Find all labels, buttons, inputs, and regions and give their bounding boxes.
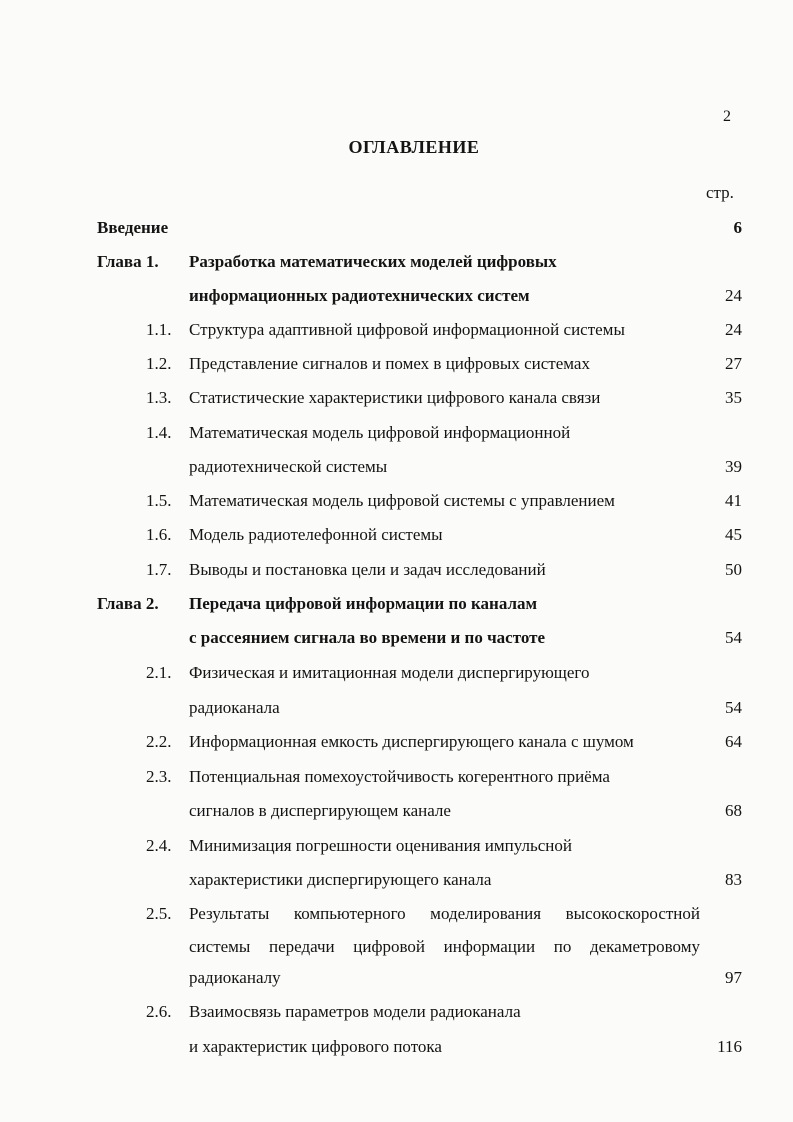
section-2-4-number: 2.4. xyxy=(146,836,172,855)
section-2-5-number: 2.5. xyxy=(146,904,172,923)
section-2-3-title-line-1: Потенциальная помехоустойчивость когерентного приёма xyxy=(189,767,610,786)
section-2-5-title-line-3: радиоканалу xyxy=(189,968,281,987)
chapter-1-title-line-2: информационных радиотехнических систем xyxy=(189,286,530,305)
section-2-1-title-line-1: Физическая и имитационная модели диспергирующего xyxy=(189,663,590,682)
section-2-4-title-line-2: характеристики диспергирующего канала xyxy=(189,870,492,889)
section-2-1-title-line-2: радиоканала xyxy=(189,698,280,717)
section-2-1-number: 2.1. xyxy=(146,663,172,682)
section-1-3-page: 35 xyxy=(725,388,742,407)
chapter-1-title-line-1: Разработка математических моделей цифровых xyxy=(189,252,557,271)
section-2-5-title-line-2: системы передачи цифровой информации по декаметровому xyxy=(189,937,700,956)
chapter-2-label: Глава 2. xyxy=(97,594,159,613)
section-2-4-title-line-1: Минимизация погрешности оценивания импульсной xyxy=(189,836,572,855)
section-1-4-title-line-1: Математическая модель цифровой информационной xyxy=(189,423,571,442)
section-1-7-page: 50 xyxy=(725,560,742,579)
section-1-6-page: 45 xyxy=(725,525,742,544)
section-1-2-number: 1.2. xyxy=(146,354,172,373)
intro-label: Введение xyxy=(97,218,169,237)
page-column-label: стр. xyxy=(706,183,734,202)
section-2-6-title-line-1: Взаимосвязь параметров модели радиоканала xyxy=(189,1002,521,1021)
section-2-2-page: 64 xyxy=(725,732,742,751)
section-2-6-title-line-2: и характеристик цифрового потока xyxy=(189,1037,442,1056)
page-title: ОГЛАВЛЕНИЕ xyxy=(348,137,480,157)
section-1-5-number: 1.5. xyxy=(146,491,172,510)
section-2-1-page: 54 xyxy=(725,698,742,717)
section-1-7-title: Выводы и постановка цели и задач исследований xyxy=(189,560,546,579)
section-2-3-number: 2.3. xyxy=(146,767,172,786)
section-1-2-page: 27 xyxy=(725,354,742,373)
section-1-4-page: 39 xyxy=(725,457,742,476)
chapter-2-page: 54 xyxy=(725,628,742,647)
section-2-6-page: 116 xyxy=(717,1037,742,1056)
section-1-4-number: 1.4. xyxy=(146,423,172,442)
section-2-2-number: 2.2. xyxy=(146,732,172,751)
chapter-2-title-line-1: Передача цифровой информации по каналам xyxy=(189,594,538,613)
chapter-2-title-line-2: с рассеянием сигнала во времени и по частоте xyxy=(189,628,546,647)
section-1-6-title: Модель радиотелефонной системы xyxy=(189,525,443,544)
section-1-1-page: 24 xyxy=(725,320,742,339)
section-1-3-number: 1.3. xyxy=(146,388,172,407)
section-2-5-page: 97 xyxy=(725,968,742,987)
section-1-2-title: Представление сигналов и помех в цифровых системах xyxy=(189,354,590,373)
section-2-4-page: 83 xyxy=(725,870,742,889)
section-1-5-title: Математическая модель цифровой системы с управлением xyxy=(189,491,615,510)
section-1-6-number: 1.6. xyxy=(146,525,172,544)
section-1-4-title-line-2: радиотехнической системы xyxy=(189,457,388,476)
section-1-3-title: Статистические характеристики цифрового канала связи xyxy=(189,388,601,407)
section-1-1-number: 1.1. xyxy=(146,320,172,339)
chapter-1-label: Глава 1. xyxy=(97,252,159,271)
section-1-7-number: 1.7. xyxy=(146,560,172,579)
page-number: 2 xyxy=(723,108,731,125)
intro-page: 6 xyxy=(733,218,742,237)
section-1-5-page: 41 xyxy=(725,491,742,510)
chapter-1-page: 24 xyxy=(725,286,742,305)
section-2-5-title-line-1: Результаты компьютерного моделирования высокоскоростной xyxy=(189,904,700,923)
section-1-1-title: Структура адаптивной цифровой информационной системы xyxy=(189,320,625,339)
section-2-6-number: 2.6. xyxy=(146,1002,172,1021)
section-2-3-page: 68 xyxy=(725,801,742,820)
section-2-3-title-line-2: сигналов в диспергирующем канале xyxy=(189,801,451,820)
section-2-2-title: Информационная емкость диспергирующего канала с шумом xyxy=(189,732,634,751)
